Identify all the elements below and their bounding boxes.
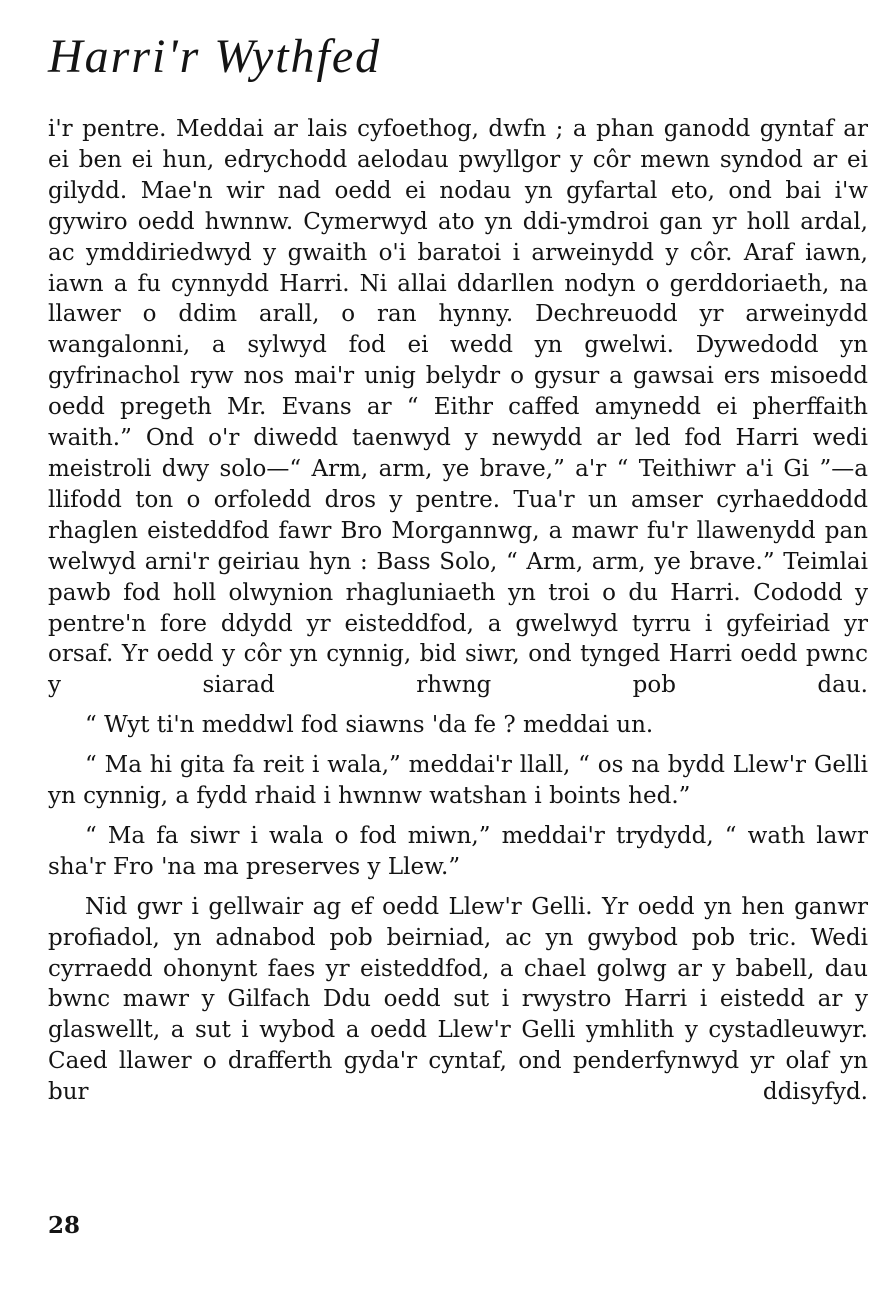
page-number: 28 [48, 1212, 81, 1239]
page-title: Harri'r Wythfed [48, 30, 382, 83]
paragraph-5: Nid gwr i gellwair ag ef oedd Llew'r Gelli. Yr oedd yn hen ganwr profiadol, yn adnabod pob beirniad, ac yn gwybod pob tric. Wedi cyrraedd ohonynt faes yr eisteddfod, a chael golwg ar y babell, dau bwnc mawr y Gilfach Ddu oedd sut i rwystro Harri i eistedd ar y glaswellt, a sut i wybod a oedd Llew'r Gelli ymhlith y cystadleuwyr. Caed llawer o drafferth gyda'r cyntaf, ond penderfynwyd yr olaf yn bur ddisyfyd. [48, 893, 868, 1106]
paragraph-3: “ Ma hi gita fa reit i wala,” meddai'r llall, “ os na bydd Llew'r Gelli yn cynnig, a fydd rhaid i hwnnw watshan i boints hed.” [48, 752, 868, 810]
paragraph-1: i'r pentre. Meddai ar lais cyfoethog, dwfn ; a phan ganodd gyntaf ar ei ben ei hun, edrychodd aelodau pwyllgor y côr mewn syndod ar ei gilydd. Mae'n wir nad oedd ei nodau yn gyfartal eto, ond bai i'w gywiro oedd hwnnw. Cymerwyd ato yn ddi-ymdroi gan yr holl ardal, ac ymddiriedwyd y gwaith o'i baratoi i arweinydd y côr. Araf iawn, iawn a fu cynnydd Harri. Ni allai ddarllen nodyn o gerddoriaeth, na llawer o ddim arall, o ran hynny. Dechreuodd yr arweinydd wangalonni, a sylwyd fod ei wedd yn gwelwi. Dywedodd yn gyfrinachol ryw nos mai'r unig belydr o gysur a gawsai ers misoedd oedd pregeth Mr. Evans ar “ Eithr caffed amynedd ei pherffaith waith.” Ond o'r diwedd taenwyd y newydd ar led fod Harri wedi meistroli dwy solo—“ Arm, arm, ye brave,” a'r “ Teithiwr a'i Gi ”—a llifodd ton o orfoledd dros y pentre. Tua'r un amser cyrhaeddodd rhaglen eisteddfod fawr Bro Morgannwg, a mawr fu'r llawenydd pan welwyd arni'r geiriau hyn : Bass Solo, “ Arm, arm, ye brave.” Teimlai pawb fod holl olwynion rhagluniaeth yn troi o du Harri. Cododd y pentre'n fore ddydd yr eisteddfod, a gwelwyd tyrru i gyfeiriad yr orsaf. Yr oedd y côr yn cynnig, bid siwr, ond tynged Harri oedd pwnc y siarad rhwng pob dau. [48, 116, 868, 699]
paragraph-4: “ Ma fa siwr i wala o fod miwn,” meddai'r trydydd, “ wath lawr sha'r Fro 'na ma preserves y Llew.” [48, 822, 868, 880]
body-text [48, 114, 868, 1108]
paragraph-2: “ Wyt ti'n meddwl fod siawns 'da fe ? meddai un. [85, 712, 654, 739]
